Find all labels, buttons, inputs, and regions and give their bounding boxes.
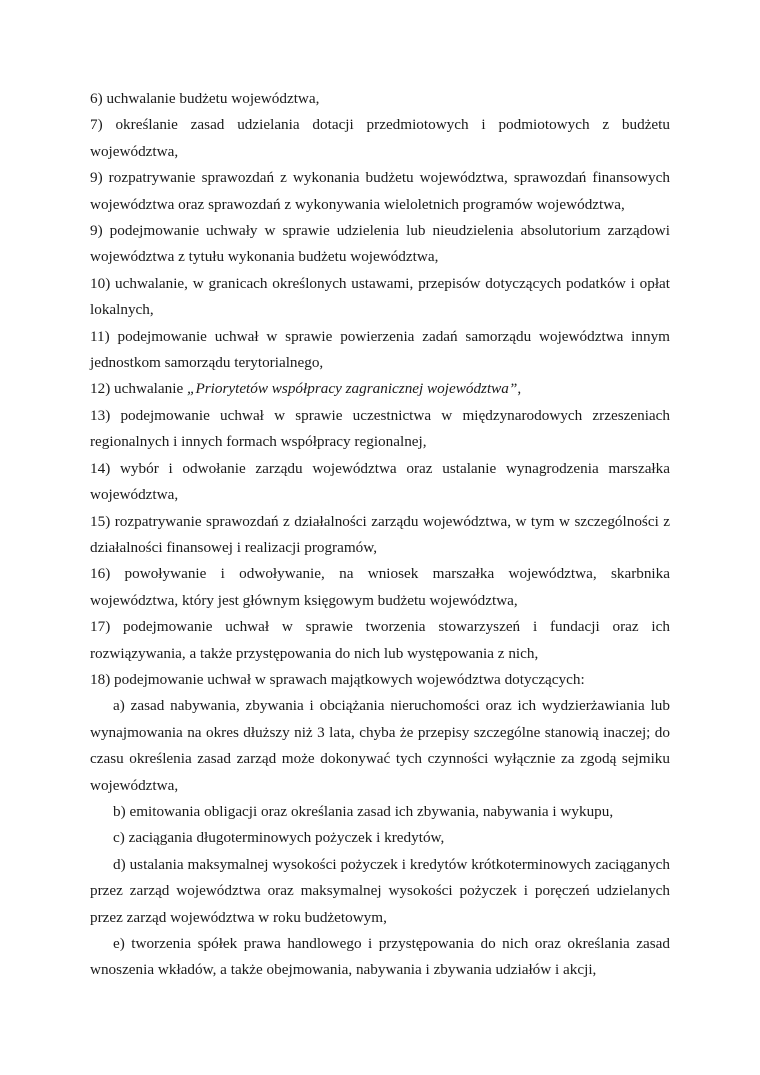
list-item-14: 14) wybór i odwołanie zarządu województwa oraz ustalanie wynagrodzenia marszałka województwa, [90, 459, 670, 504]
sub-item-e: e) tworzenia spółek prawa handlowego i przystępowania do nich oraz określania zasad wnoszenia wkładów, a także obejmowania, nabywania i zbywania udziałów i akcji, [90, 935, 670, 979]
list-item-9a: 9) rozpatrywanie sprawozdań z wykonania budżetu województwa, sprawozdań finansowych województwa oraz sprawozdań z wykonywania wieloletnich programów województwa, [90, 169, 670, 213]
sub-item-a: a) zasad nabywania, zbywania i obciążania nieruchomości oraz ich wydzierżawiania lub wynajmowania na okres dłuższy niż 3 lata, chyba że przepisy szczególne stanowią inaczej; do czasu określenia zasad zarząd może dokonywać tych czynności wyłącznie za zgodą sejmiku województwa, [90, 697, 670, 794]
list-item-7: 7) określanie zasad udzielania dotacji przedmiotowych i podmiotowych z budżetu województwa, [90, 116, 670, 160]
list-item-6: 6) uchwalanie budżetu województwa, [90, 90, 320, 107]
sub-item-c: c) zaciągania długoterminowych pożyczek i kredytów, [113, 829, 445, 847]
list-item-9b: 9) podejmowanie uchwały w sprawie udzielenia lub nieudzielenia absolutorium zarządowi województwa z tytułu wykonania budżetu województwa, [90, 222, 670, 266]
document-page [90, 86, 670, 984]
list-item-12-suffix: , [517, 380, 522, 398]
list-item-16: 16) powoływanie i odwoływanie, na wniosek marszałka województwa, skarbnika województwa, który jest głównym księgowym budżetu województwa, [90, 565, 670, 609]
list-item-11: 11) podejmowanie uchwał w sprawie powierzenia zadań samorządu województwa innym jednostkom samorządu terytorialnego, [90, 327, 670, 372]
sub-item-b: b) emitowania obligacji oraz określania zasad ich zbywania, nabywania i wykupu, [113, 802, 614, 820]
list-item-13: 13) podejmowanie uchwał w sprawie uczestnictwa w międzynarodowych zrzeszeniach regionalnych i innych formach współpracy regionalnej, [90, 406, 670, 451]
sub-item-d: d) ustalania maksymalnej wysokości pożyczek i kredytów krótkoterminowych zaciąganych przez zarząd województwa oraz maksymalnej wysokości pożyczek i poręczeń udzielanych przez zarząd województwa w roku budżetowym, [90, 855, 670, 926]
list-item-18: 18) podejmowanie uchwał w sprawach majątkowych województwa dotyczących: [90, 670, 585, 688]
list-item-12-prefix: 12) uchwalanie [90, 380, 187, 398]
list-item-17: 17) podejmowanie uchwał w sprawie tworzenia stowarzyszeń i fundacji oraz ich rozwiązywania, a także przystępowania do nich lub występowania z nich, [90, 618, 670, 662]
list-item-15: 15) rozpatrywanie sprawozdań z działalności zarządu województwa, w tym w szczególności z działalności finansowej i realizacji programów, [90, 512, 670, 556]
list-item-10: 10) uchwalanie, w granicach określonych ustawami, przepisów dotyczących podatków i opłat lokalnych, [90, 274, 670, 319]
list-item-12-title: „Priorytetów współpracy zagranicznej województwa” [187, 380, 518, 398]
list-item-12 [90, 376, 670, 402]
